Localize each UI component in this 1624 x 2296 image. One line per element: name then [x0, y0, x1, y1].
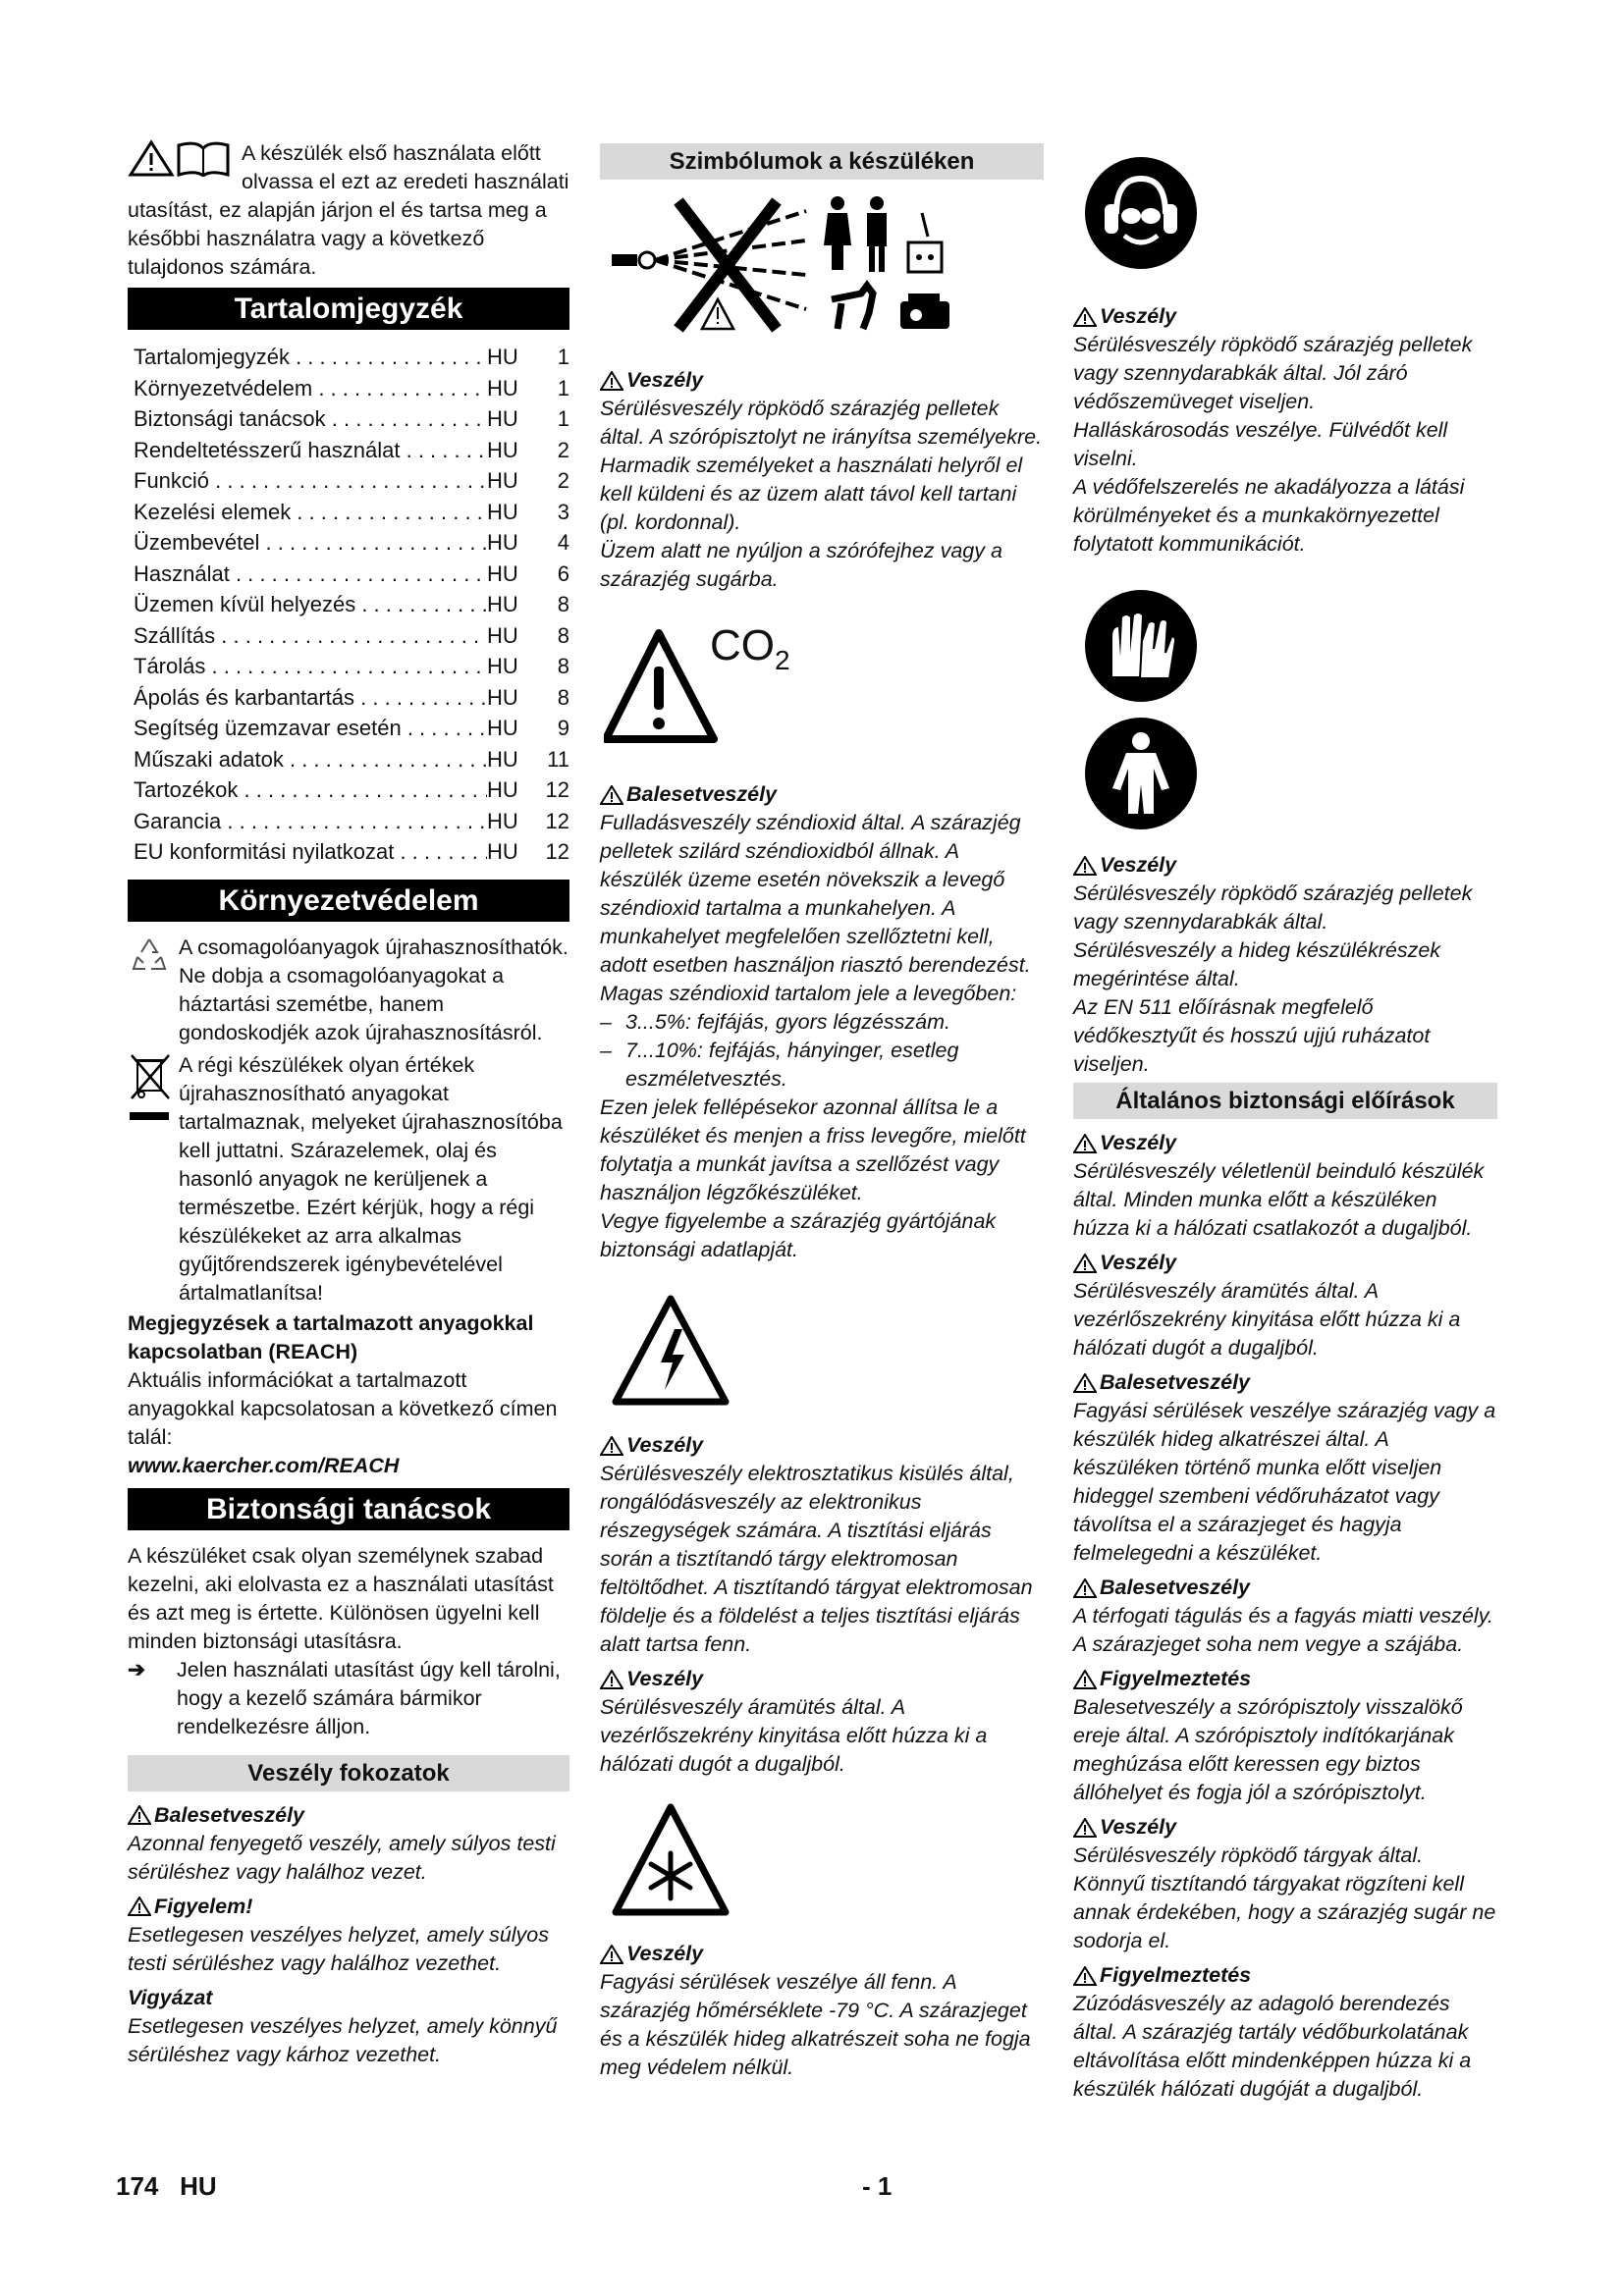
column-right: [1073, 139, 1497, 2104]
co2-label: CO: [710, 621, 775, 669]
s2-label: Balesetveszély: [626, 782, 777, 806]
p2-text: Sérülésveszély röpködő szárazjég pelletek vagy szennydarabkák által.: [1073, 881, 1473, 934]
warning-icon: [1073, 1578, 1097, 1598]
warning-book-icon: [128, 139, 242, 179]
toc-entry-label: Használat . . .: [134, 559, 487, 590]
p1-heading: [1073, 302, 1497, 331]
g7-text: Zúzódásveszély az adagoló berendezés által. A szárazjég tartály védőburkolatának eltávolítása előtt mindenképpen húzza ki a készülék hálózati dugóját a dugaljból.: [1073, 1992, 1472, 2101]
g5-text: Balesetveszély a szórópisztoly visszalökő ereje által. A szórópisztoly indítókarjának meghúzása előtt keressen egy biztos állóhelyet és fogja jól a szórópisztolyt.: [1073, 1695, 1463, 1804]
toc-entry-page: 8: [530, 651, 569, 682]
warning-icon: [600, 1670, 623, 1689]
p2-text2: Sérülésveszély a hideg készülékrészek megérintése által.: [1073, 938, 1441, 990]
toc-entry[interactable]: [134, 527, 569, 559]
warning-icon: [1073, 1134, 1097, 1153]
safety-text: A készüléket csak olyan személynek szabad kezelni, aki elolvasta ez a használati utasítást és azt meg is értette. Különösen ügyelni kell minden biztonsági utasításra.: [128, 1543, 554, 1653]
level3-heading: [128, 1984, 569, 2012]
toc-entry-page: 8: [530, 589, 569, 620]
column-middle: [600, 139, 1044, 2082]
intro-text: olvassa el ezt az eredeti használati utasítást, ez alapján járjon el és tartsa meg a későbbi használatra vagy a következő tulajdonos számára.: [128, 170, 569, 279]
g3-label: Balesetveszély: [1100, 1370, 1250, 1394]
g1-heading: [1073, 1129, 1497, 1157]
toc-entry-lang: HU: [487, 373, 530, 404]
warning-icon: [1073, 1670, 1097, 1689]
warning-icon: [600, 1436, 623, 1456]
toc-entry-label: Garancia . . .: [134, 806, 487, 837]
warning-icon: [1073, 307, 1097, 327]
s4-text: Sérülésveszély áramütés által. A vezérlőszekrény kinyitása előtt húzza ki a hálózati dugót a dugaljból.: [600, 1695, 988, 1776]
p1-text3: A védőfelszerelés ne akadályozza a látási körülményeket és a munkakörnyezettel folytatott kommunikációt.: [1073, 475, 1465, 556]
toc-entry-lang: HU: [487, 403, 530, 435]
g6-label: Veszély: [1100, 1815, 1177, 1839]
toc-entry-page: 12: [530, 836, 569, 868]
toc-entry[interactable]: [134, 682, 569, 714]
g4-text2: A szárazjeget soha nem vegye a szájába.: [1073, 1632, 1464, 1656]
co2-sub: 2: [775, 644, 790, 675]
g3-heading: [1073, 1368, 1497, 1397]
warning-icon: [128, 1805, 151, 1825]
frost-warning-icon: [610, 1802, 1044, 1926]
reach-text: Aktuális információkat a tartalmazott anyagokkal kapcsolatosan a következő címen talál:: [128, 1367, 558, 1449]
co2-warning-icon: [600, 621, 1044, 761]
warning-icon: [1073, 1254, 1097, 1273]
page-number: 174 HU: [116, 2171, 217, 2201]
toc-entry-lang: HU: [487, 836, 530, 868]
s3-heading: [600, 1431, 1044, 1460]
s1-text: Sérülésveszély röpködő szárazjég pelletek által. A szórópisztolyt ne irányítsa személyekre. Harmadik személyeket a használati helyről el kell küldeni és az üzem alatt távol kell tartani (pl. kordonnal).: [600, 397, 1043, 534]
toc-entry-lang: HU: [487, 435, 530, 466]
toc-entry-page: 8: [530, 620, 569, 652]
level2-text: Esetlegesen veszélyes helyzet, amely súlyos testi sérüléshez vagy halálhoz vezethet.: [128, 1922, 550, 1975]
toc-entry-lang: HU: [487, 527, 530, 559]
g5-heading: [1073, 1665, 1497, 1693]
toc-entry-page: 12: [530, 806, 569, 837]
safety-title: Biztonsági tanácsok: [128, 1488, 569, 1530]
toc-entry-label: Tartalomjegyzék . . .: [134, 342, 487, 373]
p1-label: Veszély: [1100, 304, 1177, 328]
s3-label: Veszély: [626, 1433, 704, 1457]
g4-heading: [1073, 1574, 1497, 1602]
toc-entry-lang: HU: [487, 774, 530, 806]
toc-entry[interactable]: [134, 435, 569, 466]
level2-label: Figyelem!: [154, 1894, 253, 1918]
toc-entry-page: 2: [530, 435, 569, 466]
symbols-title: Szimbólumok a készüléken: [600, 143, 1044, 180]
levels-title: Veszély fokozatok: [128, 1755, 569, 1791]
toc-entry-label: Biztonsági tanácsok . . .: [134, 403, 487, 435]
p1-text: Sérülésveszély röpködő szárazjég pelletek vagy szennydarabkák által. Jól záró védőszemüveget viseljen.: [1073, 333, 1473, 413]
toc-entry-page: 4: [530, 527, 569, 559]
footer-center: - 1: [862, 2171, 893, 2201]
list-item: – 7...10%: fejfájás, hányinger, esetleg eszméletvesztés.: [600, 1037, 1044, 1094]
toc-entry-lang: HU: [487, 806, 530, 837]
toc-entry-lang: HU: [487, 651, 530, 682]
toc-entry[interactable]: [134, 713, 569, 744]
warning-icon: [1073, 856, 1097, 876]
g3-text: Fagyási sérülések veszélye szárazjég vagy a készülék hideg alkatrészei által. A készüléken történő munka előtt viseljen hideggel szembeni védőruházatot vagy távolítsa el a szárazjeget és hagyja felmelegedni a készüléket.: [1073, 1399, 1496, 1565]
safety-bullet: [128, 1656, 569, 1741]
toc-entry-label: Környezetvédelem . . .: [134, 373, 487, 404]
toc-entry-label: EU konformitási nyilatkozat . . .: [134, 836, 487, 868]
s5-text: Fagyási sérülések veszélye áll fenn. A szárazjég hőmérséklete -79 °C. A szárazjeget és a készülék hideg alkatrészeit soha ne fogja meg védelem nélkül.: [600, 1970, 1031, 2079]
toc-entry-lang: HU: [487, 744, 530, 775]
toc-entry-lang: HU: [487, 465, 530, 497]
warning-icon: [600, 785, 623, 805]
s1-label: Veszély: [626, 368, 704, 392]
toc-entry-page: 9: [530, 713, 569, 744]
level1-label: Balesetveszély: [154, 1802, 304, 1827]
weee-note: [128, 1051, 569, 1308]
s1-heading: [600, 366, 1044, 395]
toc-entry-page: 6: [530, 559, 569, 590]
toc-entry[interactable]: [134, 744, 569, 775]
warning-icon: [128, 1896, 151, 1916]
level1-text: Azonnal fenyegető veszély, amely súlyos testi sérüléshez vagy halálhoz vezet.: [128, 1831, 556, 1884]
warning-icon: [600, 1945, 623, 1964]
column-left: [128, 139, 569, 2069]
toc-entry[interactable]: [134, 403, 569, 435]
toc-entry-label: Kezelési elemek . . .: [134, 497, 487, 528]
toc-list: [134, 342, 569, 868]
level1-heading: [128, 1801, 569, 1830]
list-item: – 3...5%: fejfájás, gyors légzésszám.: [600, 1008, 1044, 1037]
toc-entry[interactable]: [134, 589, 569, 620]
toc-entry-label: Szállítás . . .: [134, 620, 487, 652]
toc-entry[interactable]: [134, 342, 569, 373]
goggles-earmuffs-icon: [1083, 155, 1497, 293]
recycle-text: A csomagolóanyagok újrahasznosíthatók. Ne dobja a csomagolóanyagokat a háztartási szemétbe, hanem gondoskodjék azok újrahasznosításról.: [179, 934, 568, 1044]
toc-entry-page: 8: [530, 682, 569, 714]
toc-entry-page: 1: [530, 403, 569, 435]
nozzle-icon: [612, 254, 637, 266]
toc-entry[interactable]: [134, 373, 569, 404]
s4-label: Veszély: [626, 1667, 704, 1690]
g6-text: Sérülésveszély röpködő tárgyak által. Könnyű tisztítandó tárgyakat rögzíteni kell annak érdekében, hogy a szárazjég sugár ne sodorja el.: [1073, 1843, 1496, 1952]
electric-warning-icon: [610, 1294, 1044, 1412]
protective-suit-icon: [1083, 716, 1497, 835]
toc-entry[interactable]: [134, 774, 569, 806]
toc-entry-lang: HU: [487, 559, 530, 590]
s2-li1: 3...5%: fejfájás, gyors légzésszám.: [625, 1010, 951, 1034]
device-symbols-illustration: [610, 191, 1044, 348]
weee-text: A régi készülékek olyan értékek újrahasznosítható anyagokat tartalmaznak, melyeket újrahasznosítóba kell juttatni. Szárazelemek, olaj és hasonló anyagok ne kerüljenek a természetbe. Ezért kérjük, hogy a régi készülékeket az arra alkalmas gyűjtőrendszerek igénybevételével ártalmatlanítsa!: [179, 1052, 563, 1305]
recycle-note: [128, 934, 569, 1047]
toc-entry[interactable]: [134, 497, 569, 528]
footer-lang: HU: [180, 2171, 217, 2201]
toc-entry[interactable]: [134, 651, 569, 682]
crossed-bin-icon: [128, 1051, 179, 1138]
toc-entry[interactable]: [134, 836, 569, 868]
p2-label: Veszély: [1100, 853, 1177, 877]
level3-text: Esetlegesen veszélyes helyzet, amely könnyű sérüléshez vagy kárhoz vezethet.: [128, 2013, 558, 2066]
g1-text: Sérülésveszély véletlenül beinduló készülék által. Minden munka előtt a készüléken húzza ki a hálózati csatlakozót a dugaljból.: [1073, 1159, 1485, 1240]
toc-entry-page: 11: [530, 744, 569, 775]
toc-entry-label: Tárolás . . .: [134, 651, 487, 682]
toc-entry-page: 3: [530, 497, 569, 528]
warning-icon: [1073, 1818, 1097, 1838]
toc-entry-label: Segítség üzemzavar esetén . . .: [134, 713, 487, 744]
toc-entry-lang: HU: [487, 713, 530, 744]
warning-icon: [600, 371, 623, 391]
reach-url[interactable]: www.kaercher.com/REACH: [128, 1453, 400, 1477]
s5-label: Veszély: [626, 1942, 704, 1965]
s2-li2: 7...10%: fejfájás, hányinger, esetleg eszméletvesztés.: [625, 1039, 959, 1091]
toc-entry[interactable]: [134, 465, 569, 497]
toc-entry-page: 12: [530, 774, 569, 806]
toc-entry-label: Üzembevétel . . .: [134, 527, 487, 559]
g2-label: Veszély: [1100, 1251, 1177, 1274]
intro: [128, 139, 569, 282]
toc-entry-lang: HU: [487, 620, 530, 652]
toc-entry-lang: HU: [487, 342, 530, 373]
s1-text2: Üzem alatt ne nyúljon a szórófejhez vagy a szárazjég sugárba.: [600, 539, 1002, 591]
level3-label: Vigyázat: [128, 1985, 213, 2009]
p2-text3: Az EN 511 előírásnak megfelelő védőkesztyűt és hosszú ujjú ruházatot viseljen.: [1073, 995, 1431, 1076]
toc-entry-page: 1: [530, 373, 569, 404]
toc-entry-lang: HU: [487, 589, 530, 620]
toc-title: Tartalomjegyzék: [128, 288, 569, 330]
s2-heading: [600, 780, 1044, 809]
toc-entry[interactable]: [134, 559, 569, 590]
warning-icon: [1073, 1966, 1097, 1986]
toc-entry-lang: HU: [487, 497, 530, 528]
s2-text: Fulladásveszély széndioxid által. A szárazjég pelletek szilárd széndioxidból állnak. A készülék üzeme esetén növekszik a levegő széndioxid tartalma a munkahelyen. A munkahelyet megfelelően szellőztetni kell, adott esetben használjon riasztó berendezést. Magas széndioxid tartalom jele a levegőben:: [600, 811, 1031, 1005]
g7-label: Figyelmeztetés: [1100, 1963, 1252, 1987]
toc-entry-label: Tartozékok . . .: [134, 774, 487, 806]
g4-text: A térfogati tágulás és a fagyás miatti veszély.: [1073, 1604, 1493, 1628]
s2-text3: Vegye figyelembe a szárazjég gyártójának biztonsági adatlapját.: [600, 1209, 997, 1261]
g4-label: Balesetveszély: [1100, 1575, 1250, 1599]
p2-heading: [1073, 851, 1497, 880]
env-title: Környezetvédelem: [128, 880, 569, 922]
toc-entry-label: Rendeltetésszerű használat . . .: [134, 435, 487, 466]
toc-entry[interactable]: [134, 620, 569, 652]
g6-heading: [1073, 1813, 1497, 1842]
g2-text: Sérülésveszély áramütés által. A vezérlőszekrény kinyitása előtt húzza ki a hálózati dugót a dugaljból.: [1073, 1279, 1461, 1360]
reach-heading: Megjegyzések a tartalmazott anyagokkal kapcsolatban (REACH): [128, 1310, 534, 1363]
s5-heading: [600, 1940, 1044, 1968]
toc-entry[interactable]: [134, 806, 569, 837]
toc-entry-label: Ápolás és karbantartás . . .: [134, 682, 487, 714]
p1-text2: Halláskárosodás veszélye. Fülvédőt kell viselni.: [1073, 418, 1448, 470]
g5-label: Figyelmeztetés: [1100, 1667, 1252, 1690]
toc-entry-page: 1: [530, 342, 569, 373]
intro-first-line: A készülék első használata előtt: [242, 141, 541, 165]
safety-bullet-text: Jelen használati utasítást úgy kell tárolni, hogy a kezelő számára bármikor rendelkezésre álljon.: [177, 1657, 561, 1738]
g1-label: Veszély: [1100, 1131, 1177, 1154]
s3-text: Sérülésveszély elektrosztatikus kisülés által, rongálódásveszély az elektronikus részegységek számára. A tisztítási eljárás során a tisztítandó tárgy elektromosan feltöltődhet. A tisztítandó tárgyat elektromosan földelje és a földelést a teljes tisztítási eljárás alatt tartsa fenn.: [600, 1462, 1033, 1656]
toc-entry-label: Funkció . . .: [134, 465, 487, 497]
s2-text2: Ezen jelek fellépésekor azonnal állítsa le a készüléket és menjen a friss levegőre, mielőtt folytatja a munkát javítsa a szellőzést vagy használjon légzőkészüléket.: [600, 1095, 1026, 1204]
toc-entry-lang: HU: [487, 682, 530, 714]
recycle-icon: [128, 934, 179, 985]
level2-heading: [128, 1893, 569, 1921]
toc-entry-label: Műszaki adatok . . .: [134, 744, 487, 775]
toc-entry-label: Üzemen kívül helyezés . . .: [134, 589, 487, 620]
general-safety-title: Általános biztonsági előírások: [1073, 1083, 1497, 1119]
s4-heading: [600, 1665, 1044, 1693]
g7-heading: [1073, 1961, 1497, 1990]
g2-heading: [1073, 1249, 1497, 1277]
arrow-icon: ➔: [128, 1657, 146, 1682]
toc-entry-page: 2: [530, 465, 569, 497]
gloves-icon: [1083, 588, 1497, 708]
warning-icon: [1073, 1373, 1097, 1393]
